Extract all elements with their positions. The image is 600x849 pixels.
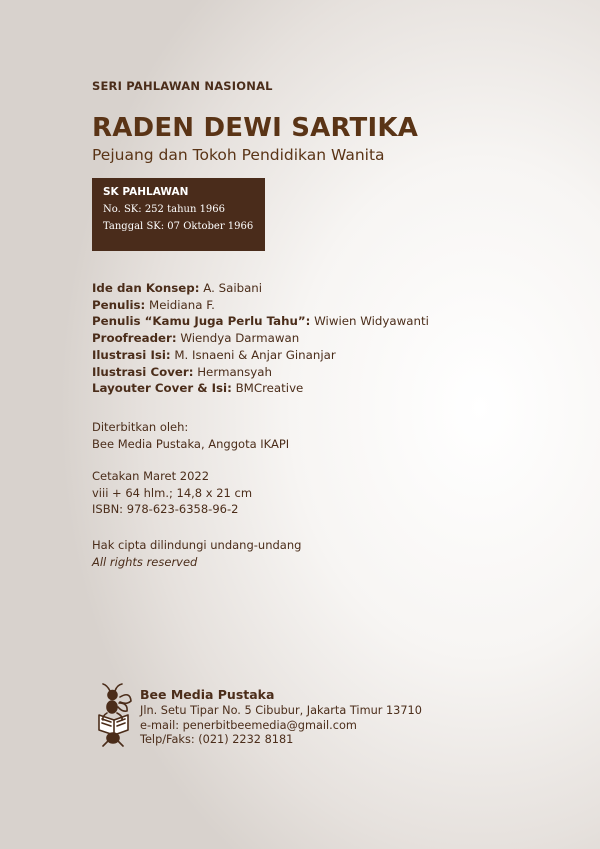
edition-text: Cetakan Maret 2022 <box>92 469 210 483</box>
book-subtitle: Pejuang dan Tokoh Pendidikan Wanita <box>92 146 385 164</box>
copyright-text: Hak cipta dilindungi undang-undang <box>92 538 302 552</box>
sk-date: Tanggal SK: 07 Oktober 1966 <box>103 221 254 232</box>
publisher-footer <box>140 688 422 748</box>
credit-row <box>92 313 429 330</box>
publisher-email: e-mail: penerbitbeemedia@gmail.com <box>140 718 357 732</box>
credit-value: Meidiana F. <box>149 297 215 312</box>
book-title: RADEN DEWI SARTIKA <box>92 113 419 143</box>
credit-value: Wiwien Widyawanti <box>314 314 429 329</box>
credit-label: Penulis: <box>92 297 146 312</box>
sk-number: No. SK: 252 tahun 1966 <box>103 204 226 215</box>
isbn-text: ISBN: 978-623-6358-96-2 <box>92 502 239 516</box>
credit-row <box>92 280 429 297</box>
sk-heading: SK PAHLAWAN <box>103 186 189 198</box>
credit-value: A. Saibani <box>203 281 263 295</box>
credit-label: Layouter Cover & Isi: <box>92 381 232 396</box>
pages-size-text: viii + 64 hlm.; 14,8 x 21 cm <box>92 485 253 500</box>
credit-row <box>92 297 429 314</box>
credits-list <box>92 280 429 397</box>
credit-row <box>92 380 429 397</box>
published-by-label: Diterbitkan oleh: <box>92 420 189 434</box>
rights-block <box>92 537 301 570</box>
credit-value: M. Isnaeni & Anjar Ginanjar <box>174 347 336 362</box>
publisher-address: Jln. Setu Tipar No. 5 Cibubur, Jakarta Timur 13710 <box>140 703 422 717</box>
credit-label: Ilustrasi Cover: <box>92 364 194 379</box>
publisher-membership: Bee Media Pustaka, Anggota IKAPI <box>92 436 290 451</box>
credit-label: Penulis “Kamu Juga Perlu Tahu”: <box>92 314 311 329</box>
credit-value: Wiendya Darmawan <box>180 331 300 346</box>
credit-label: Ilustrasi Isi: <box>92 347 171 362</box>
publisher-phone: Telp/Faks: (021) 2232 8181 <box>140 733 294 747</box>
series-label: SERI PAHLAWAN NASIONAL <box>92 79 273 93</box>
all-rights-text: All rights reserved <box>92 554 198 569</box>
publisher-name: Bee Media Pustaka <box>140 687 275 702</box>
bee-reading-book-icon <box>94 683 134 747</box>
credit-value: BMCreative <box>235 381 304 396</box>
credit-row <box>92 347 429 364</box>
credit-row <box>92 330 429 347</box>
publisher-block <box>92 419 289 452</box>
sk-pahlawan-box <box>92 178 265 251</box>
credit-value: Hermansyah <box>197 364 272 379</box>
print-info-block <box>92 468 252 518</box>
credit-row <box>92 364 429 381</box>
credit-label: Proofreader: <box>92 331 177 346</box>
credit-label: Ide dan Konsep: <box>92 281 200 295</box>
